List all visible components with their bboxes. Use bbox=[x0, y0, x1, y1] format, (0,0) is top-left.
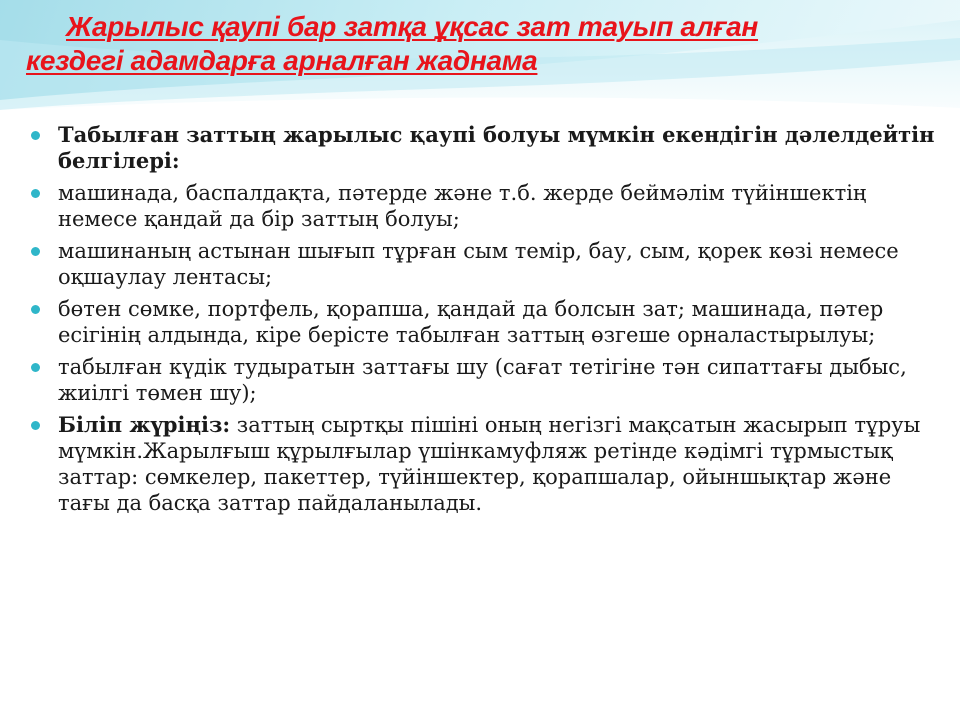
item-text: машинада, баспалдақта, пәтерде және т.б. жерде беймәлім түйіншектің немесе қандай да бір заттың болуы; bbox=[58, 181, 867, 231]
list-item bbox=[0, 122, 960, 174]
bullet-icon bbox=[31, 131, 40, 140]
item-text: бөтен сөмке, портфель, қорапша, қандай да болсын зат; машинада, пәтер есігінің алдында, кіре берісте табылған заттың өзгеше орналастырылуы; bbox=[58, 297, 884, 347]
title-line-2: кездегі адамдарға арналған жаднама bbox=[26, 45, 538, 76]
item-text: машинаның астынан шығып тұрған сым темір, бау, сым, қорек көзі немесе оқшаулау лентасы; bbox=[58, 239, 899, 289]
list-item bbox=[0, 238, 960, 290]
memo-list bbox=[0, 122, 960, 522]
bullet-icon bbox=[31, 189, 40, 198]
item-text: заттың сыртқы пішіні оның негізгі мақсатын жасырып тұруы мүмкін.Жарылғыш құрылғылар үшінкамуфляж ретінде кәдімгі тұрмыстық заттар: сөмкелер, пакеттер, түйіншектер, қорапшалар, ойыншықтар және тағы да басқа заттар пайдаланылады. bbox=[58, 413, 921, 515]
item-text: табылған күдік тудыратын заттағы шу (сағат тетігіне тән сипаттағы дыбыс, жиілгі төмен шу); bbox=[58, 355, 907, 405]
bullet-icon bbox=[31, 247, 40, 256]
list-item bbox=[0, 412, 960, 516]
list-item bbox=[0, 354, 960, 406]
item-bold-text: Біліп жүріңіз: bbox=[58, 412, 231, 437]
bullet-icon bbox=[31, 305, 40, 314]
list-item bbox=[0, 296, 960, 348]
item-bold-text: Табылған заттың жарылыс қаупі болуы мүмкін екендігін дәлелдейтін белгілері: bbox=[58, 122, 935, 173]
bullet-icon bbox=[31, 363, 40, 372]
list-item bbox=[0, 180, 960, 232]
page-title bbox=[26, 10, 946, 78]
title-line-1: Жарылыс қаупі бар затқа ұқсас зат тауып алған bbox=[66, 11, 759, 42]
bullet-icon bbox=[31, 421, 40, 430]
